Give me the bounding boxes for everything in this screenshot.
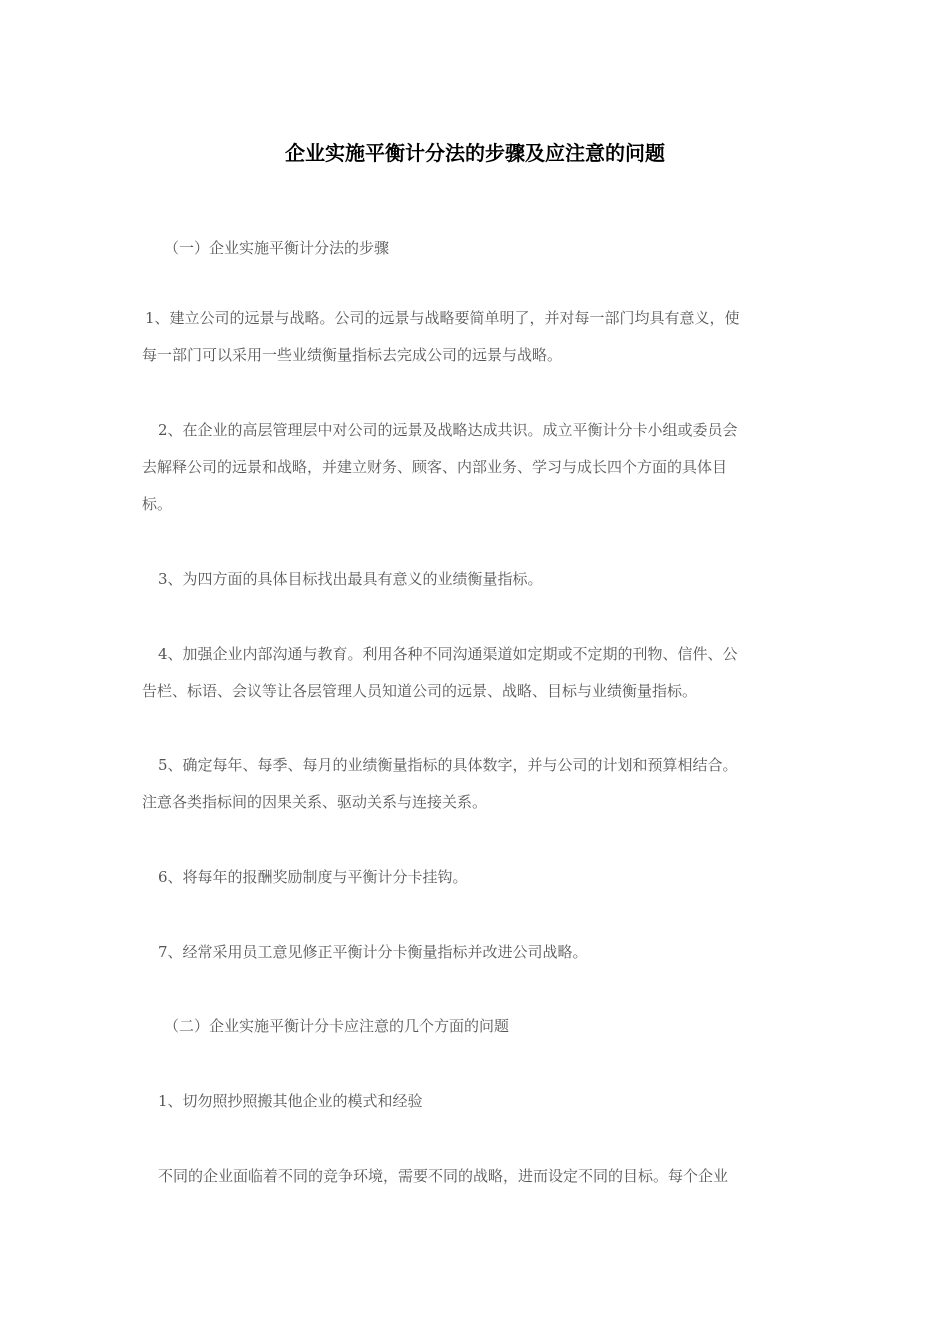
document-title: 企业实施平衡计分法的步骤及应注意的问题 <box>285 141 665 165</box>
step-7-paragraph <box>142 934 810 971</box>
step-6-paragraph <box>142 859 810 896</box>
section-heading-issues <box>142 1008 810 1045</box>
text-line: 3、为四方面的具体目标找出最具有意义的业绩衡量指标。 <box>158 570 543 588</box>
step-5-paragraph <box>142 747 810 821</box>
text-line: 2、在企业的高层管理层中对公司的远景及战略达成共识。成立平衡计分卡小组或委员会 <box>158 421 738 439</box>
text-line: 每一部门可以采用一些业绩衡量指标去完成公司的远景与战略。 <box>142 346 563 364</box>
text-line: 去解释公司的远景和战略，并建立财务、顾客、内部业务、学习与成长四个方面的具体目 <box>142 458 728 476</box>
issue-1-heading <box>142 1083 810 1120</box>
text-line: 1、建立公司的远景与战略。公司的远景与战略要简单明了，并对每一部门均具有意义，使 <box>145 309 740 327</box>
text-line: （二）企业实施平衡计分卡应注意的几个方面的问题 <box>164 1017 510 1035</box>
text-line: 注意各类指标间的因果关系、驱动关系与连接关系。 <box>142 793 488 811</box>
step-2-paragraph <box>142 412 810 523</box>
step-4-paragraph <box>142 636 810 710</box>
text-line: 告栏、标语、会议等让各层管理人员知道公司的远景、战略、目标与业绩衡量指标。 <box>142 682 698 700</box>
text-line: 5、确定每年、每季、每月的业绩衡量指标的具体数字，并与公司的计划和预算相结合。 <box>158 756 738 774</box>
text-line: 不同的企业面临着不同的竞争环境，需要不同的战略，进而设定不同的目标。每个企业 <box>158 1167 729 1185</box>
text-line: 标。 <box>142 495 173 513</box>
text-line: （一）企业实施平衡计分法的步骤 <box>164 239 390 257</box>
issue-1-paragraph <box>142 1158 810 1195</box>
step-1-paragraph <box>142 300 810 374</box>
text-line: 1、切勿照抄照搬其他企业的模式和经验 <box>158 1092 423 1110</box>
step-3-paragraph <box>142 561 810 598</box>
text-line: 7、经常采用员工意见修正平衡计分卡衡量指标并改进公司战略。 <box>158 943 588 961</box>
text-line: 6、将每年的报酬奖励制度与平衡计分卡挂钩。 <box>158 868 468 886</box>
section-heading-steps <box>142 230 810 267</box>
text-line: 4、加强企业内部沟通与教育。利用各种不同沟通渠道如定期或不定期的刊物、信件、公 <box>158 645 738 663</box>
